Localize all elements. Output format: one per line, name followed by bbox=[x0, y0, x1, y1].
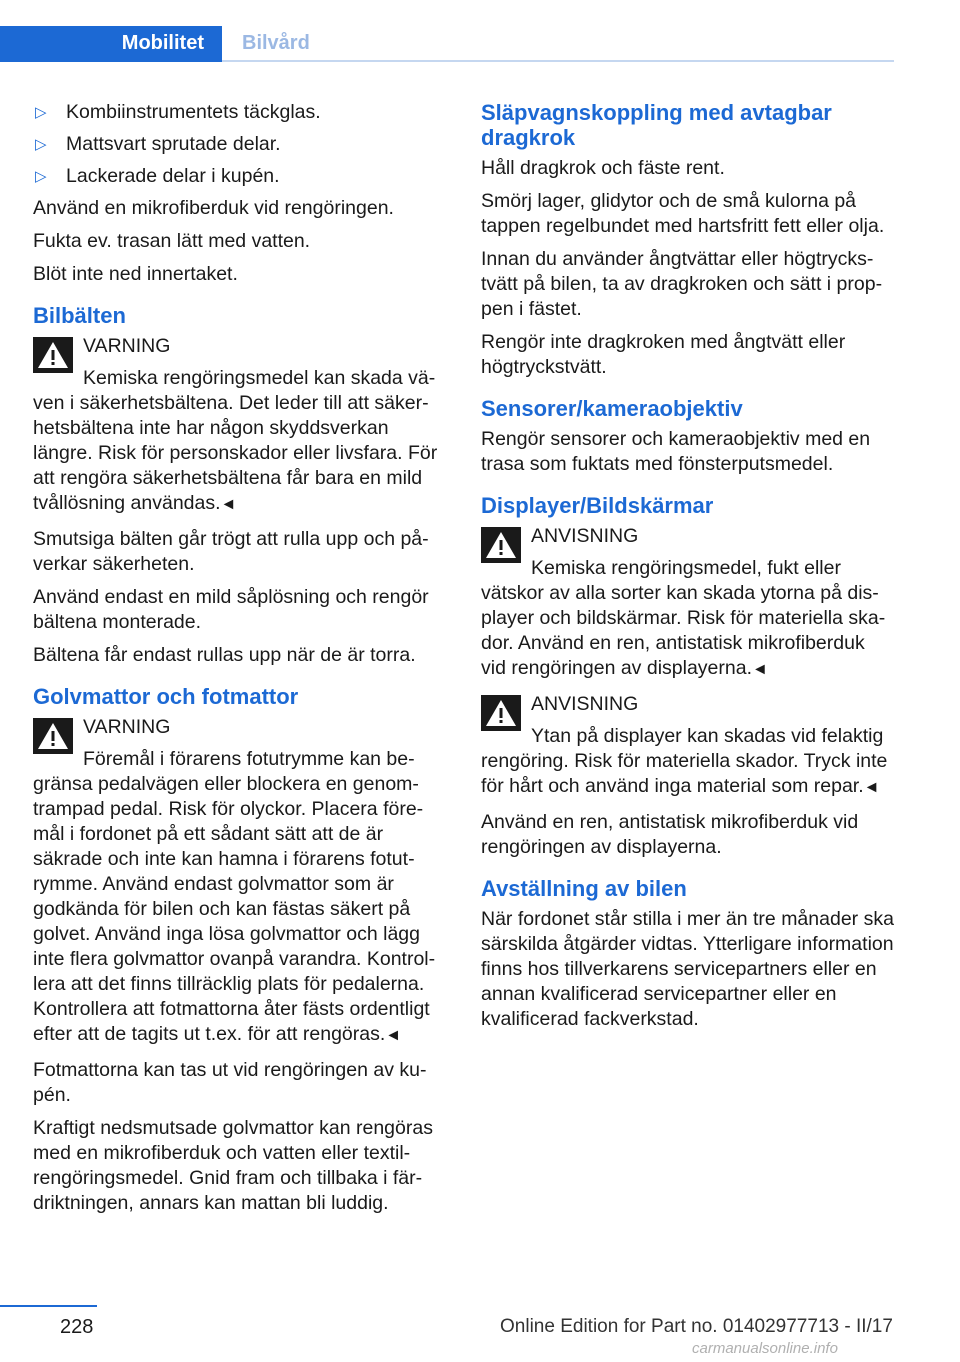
paragraph: Håll dragkrok och fäste rent. bbox=[481, 157, 725, 179]
paragraph: Kraftigt nedsmutsade golvmattor kan rengöras med en mikrofiberduk och vatten eller textilrengöringsmedel. Gnid fram och tillbaka i färdriktningen, annars kan mattan bli luddig. bbox=[33, 1117, 433, 1214]
caution-notice bbox=[481, 524, 895, 682]
caution-text: Kemiska rengöringsmedel, fukt eller vätskor av alla sorter kan skada ytorna på displayer och bildskärmar. Risk för materiella skador. Använd en ren, antistatisk mikrofiberduk vid rengöringen av displayerna. bbox=[481, 557, 886, 679]
paragraph: När fordonet står stilla i mer än tre månader ska särskilda åtgärder vidtas. Ytterligare information finns hos tillverkarens servicepartners eller en annan kvalificerad servicepartner eller en kvalificerad fackverkstad. bbox=[481, 908, 894, 1030]
paragraph: Smörj lager, glidytor och de små kulorna på tappen regelbundet med hartsfritt fett eller olja. bbox=[481, 190, 885, 237]
triangle-right-icon: ▷ bbox=[35, 136, 47, 153]
edition-text: Online Edition for Part no. 01402977713 - II/17 bbox=[500, 1316, 893, 1337]
end-mark-icon: ◄ bbox=[220, 496, 237, 513]
section-heading-mats: Golvmattor och fotmattor bbox=[33, 684, 299, 709]
list-item: ▷ Mattsvart sprutade delar. bbox=[35, 133, 281, 155]
paragraph: Använd endast en mild såplösning och rengör bältena monterade. bbox=[33, 586, 429, 633]
footer-divider bbox=[0, 1305, 97, 1307]
paragraph: Rengör inte dragkroken med ångtvätt eller högtryckstvätt. bbox=[481, 331, 846, 378]
tab-bilvard[interactable]: Bilvård bbox=[242, 32, 310, 54]
section-heading-sensors: Sensorer/kameraobjektiv bbox=[481, 396, 743, 421]
paragraph: Rengör sensorer och kameraobjektiv med en trasa som fuktats med fönsterputsmedel. bbox=[481, 428, 871, 475]
warning-triangle-icon bbox=[33, 337, 73, 373]
caution-text: Ytan på displayer kan skadas vid felaktig rengöring. Risk för materiella skador. Tryck inte för hårt och använd inga material som repar. bbox=[481, 725, 888, 797]
page-header bbox=[0, 26, 960, 62]
warning-label: VARNING bbox=[83, 335, 171, 357]
section-heading-trailer: Släpvagnskoppling med avtagbar dragkrok bbox=[481, 100, 832, 150]
section-heading-storage: Avställning av bilen bbox=[481, 876, 687, 901]
caution-label: ANVISNING bbox=[531, 525, 639, 547]
caution-notice bbox=[481, 692, 895, 800]
list-item: ▷ Lackerade delar i kupén. bbox=[35, 165, 280, 187]
paragraph: Använd en mikrofiberduk vid rengöringen. bbox=[33, 197, 394, 219]
warning-triangle-icon bbox=[481, 695, 521, 731]
end-mark-icon: ◄ bbox=[863, 779, 880, 796]
paragraph: Använd en ren, antistatisk mikrofiberduk vid rengöringen av displayerna. bbox=[481, 811, 859, 858]
list-item: ▷ Kombiinstrumentets täckglas. bbox=[35, 101, 321, 123]
right-column bbox=[481, 100, 895, 1040]
paragraph: Blöt inte ned innertaket. bbox=[33, 263, 238, 285]
end-mark-icon: ◄ bbox=[752, 661, 768, 678]
left-column bbox=[33, 100, 447, 1224]
paragraph: Smutsiga bälten går trögt att rulla upp och påverkar säkerheten. bbox=[33, 528, 429, 575]
paragraph: Bältena får endast rullas upp när de är torra. bbox=[33, 644, 416, 666]
warning-triangle-icon bbox=[481, 527, 521, 563]
warning-notice bbox=[33, 715, 447, 1048]
warning-triangle-icon bbox=[33, 718, 73, 754]
watermark: carmanualsonline.info bbox=[692, 1340, 838, 1357]
tab-mobilitet-label: Mobilitet bbox=[121, 32, 204, 54]
page-number: 228 bbox=[60, 1316, 94, 1338]
warning-label: VARNING bbox=[83, 716, 171, 738]
triangle-right-icon: ▷ bbox=[35, 168, 47, 185]
triangle-right-icon: ▷ bbox=[35, 104, 47, 121]
warning-text: Kemiska rengöringsmedel kan skada väven i säkerhetsbältena. Det leder till att säkerhetsbältena inte har någon skyddsverkan längre. Risk för personskador eller livsfara. För att rengöra säkerhetsbältena får bara en mild tvållösning användas. bbox=[33, 367, 438, 514]
warning-text: Föremål i förarens fotutrymme kan begränsa pedalvägen eller blockera en genomtrampad pedal. Risk för olyckor. Placera föremål i fordonet på ett sådant sätt att de är säkrade och inte kan hamna i förarens fotutrymme. Använd endast golvmattor som är godkända för bilen och kan fästas säkert på golvet. Använd inga lösa golvmattor och lägg inte flera golvmattor ovanpå varandra. Kontrollera att det finns tillräcklig plats för pedalerna. Kontrollera att fotmattorna åter fästs ordentligt efter att de tagits ut t.ex. för att rengöras. bbox=[33, 748, 436, 1045]
tab-mobilitet[interactable] bbox=[0, 26, 222, 62]
paragraph: Fukta ev. trasan lätt med vatten. bbox=[33, 230, 311, 252]
section-heading-belts: Bilbälten bbox=[33, 303, 126, 328]
paragraph: Innan du använder ångtvättar eller högtryckstvätt på bilen, ta av dragkroken och sätt i proppen i fästet. bbox=[481, 248, 883, 320]
end-mark-icon: ◄ bbox=[385, 1027, 402, 1044]
paragraph: Fotmattorna kan tas ut vid rengöringen av kupén. bbox=[33, 1059, 427, 1106]
section-heading-displays: Displayer/Bildskärmar bbox=[481, 493, 714, 518]
caution-label: ANVISNING bbox=[531, 693, 639, 715]
header-divider bbox=[222, 60, 894, 62]
warning-notice bbox=[33, 334, 447, 517]
